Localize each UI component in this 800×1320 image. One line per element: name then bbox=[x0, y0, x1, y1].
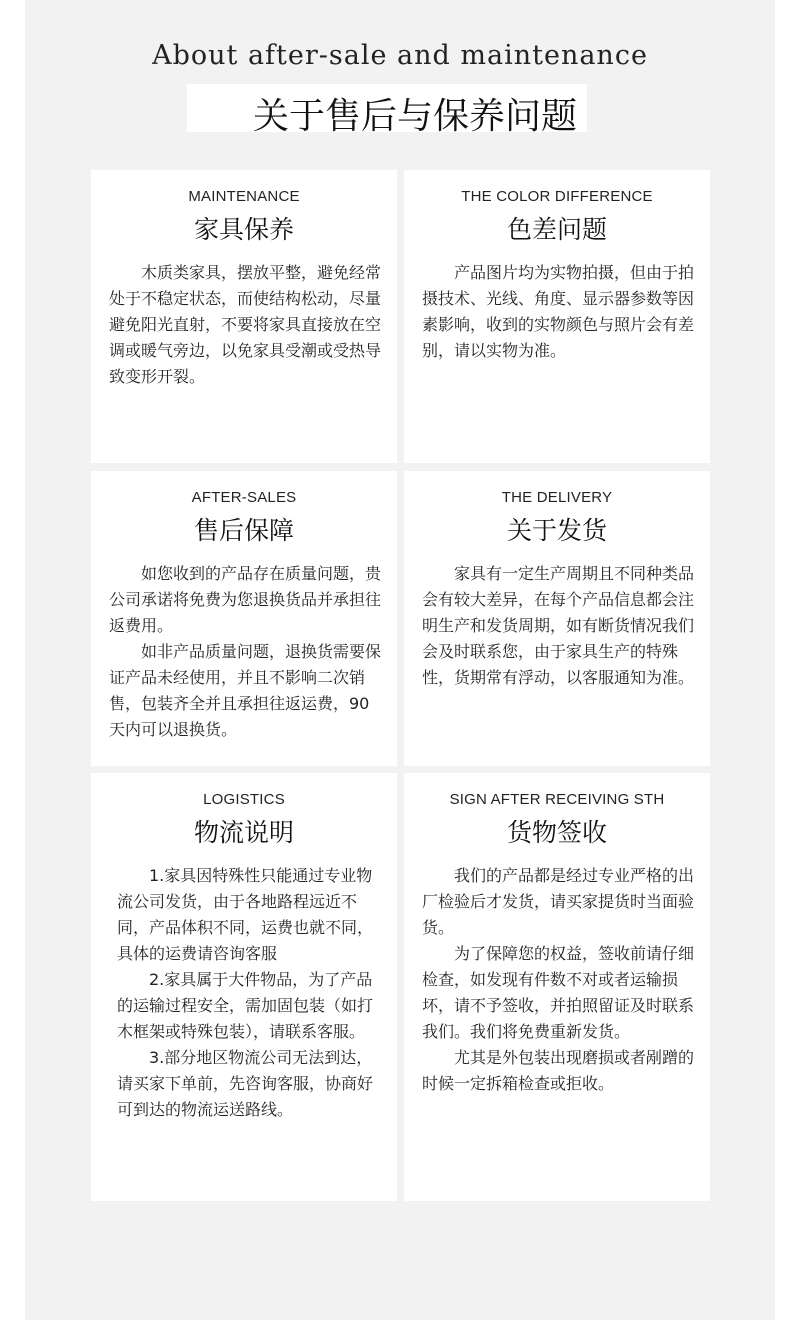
card-color-difference bbox=[404, 170, 710, 463]
card-sign-receipt bbox=[404, 773, 710, 1201]
card-delivery bbox=[404, 471, 710, 766]
card-title-zh: 色差问题 bbox=[506, 215, 607, 244]
card-paragraph: 我们的产品都是经过专业严格的出厂检验后才发货，请买家提货时当面验货。 bbox=[422, 866, 695, 937]
card-title-zh: 家具保养 bbox=[193, 215, 294, 244]
card-after-sales bbox=[91, 471, 397, 766]
card-title-en: THE DELIVERY bbox=[501, 489, 613, 506]
card-title-zh: 物流说明 bbox=[193, 818, 294, 847]
card-body bbox=[117, 863, 383, 1123]
card-logistics bbox=[91, 773, 397, 1201]
card-body bbox=[109, 561, 383, 743]
card-title-en: SIGN AFTER RECEIVING STH bbox=[449, 791, 665, 808]
card-paragraph: 产品图片均为实物拍摄，但由于拍摄技术、光线、角度、显示器参数等因素影响，收到的实物颜色与照片会有差别，请以实物为准。 bbox=[422, 263, 695, 360]
card-paragraph: 尤其是外包装出现磨损或者剐蹭的时候一定拆箱检查或拒收。 bbox=[422, 1048, 695, 1093]
card-title-en: MAINTENANCE bbox=[188, 188, 300, 205]
card-body bbox=[422, 561, 696, 691]
page-title-en: About after-sale and maintenance bbox=[152, 40, 648, 71]
card-paragraph: 2.家具属于大件物品，为了产品的运输过程安全，需加固包装（如打木框架或特殊包装），请联系客服。 bbox=[117, 970, 374, 1041]
card-body bbox=[422, 863, 696, 1097]
card-title-zh: 关于发货 bbox=[506, 516, 607, 545]
card-paragraph: 木质类家具，摆放平整，避免经常处于不稳定状态，而使结构松动，尽量避免阳光直射，不要将家具直接放在空调或暖气旁边，以免家具受潮或受热导致变形开裂。 bbox=[109, 263, 382, 386]
page-title-zh: 关于售后与保养问题 bbox=[252, 96, 577, 137]
card-body bbox=[109, 260, 383, 390]
card-maintenance bbox=[91, 170, 397, 463]
card-title-zh: 货物签收 bbox=[506, 818, 607, 847]
card-title-en: LOGISTICS bbox=[203, 791, 285, 808]
card-paragraph: 家具有一定生产周期且不同种类品会有较大差异，在每个产品信息都会注明生产和发货周期，如有断货情况我们会及时联系您，由于家具生产的特殊性，货期常有浮动，以客服通知为准。 bbox=[422, 564, 695, 687]
card-paragraph: 为了保障您的权益，签收前请仔细检查，如发现有件数不对或者运输损坏，请不予签收，并拍照留证及时联系我们。我们将免费重新发货。 bbox=[422, 944, 695, 1041]
card-paragraph: 如您收到的产品存在质量问题，贵公司承诺将免费为您退换货品并承担往返费用。 bbox=[109, 564, 382, 635]
card-title-en: AFTER-SALES bbox=[191, 489, 297, 506]
card-paragraph: 如非产品质量问题，退换货需要保证产品未经使用，并且不影响二次销售，包装齐全并且承担往返运费，90天内可以退换货。 bbox=[109, 642, 382, 739]
card-paragraph: 3.部分地区物流公司无法到达，请买家下单前，先咨询客服，协商好可到达的物流运送路线。 bbox=[117, 1048, 374, 1119]
page bbox=[25, 0, 775, 1320]
card-body bbox=[422, 260, 696, 364]
card-title-zh: 售后保障 bbox=[193, 516, 294, 545]
card-paragraph: 1.家具因特殊性只能通过专业物流公司发货，由于各地路程远近不同，产品体积不同，运费也就不同，具体的运费请咨询客服 bbox=[117, 866, 374, 963]
card-title-en: THE COLOR DIFFERENCE bbox=[461, 188, 653, 205]
